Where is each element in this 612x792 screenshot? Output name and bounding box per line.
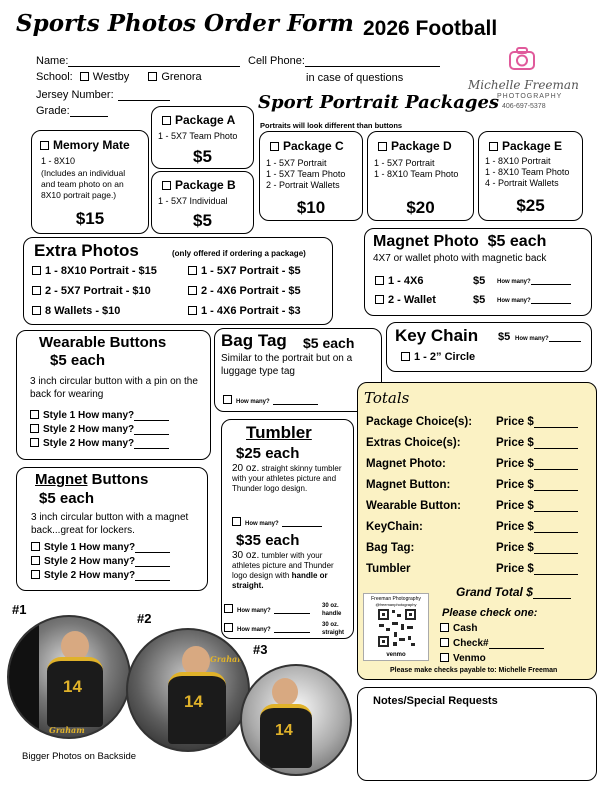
wearable-buttons-box [16, 330, 211, 460]
totals-row[interactable] [366, 521, 591, 533]
totals-row[interactable] [366, 479, 591, 491]
package-d-item: 1 - 5X7 Portrait [374, 158, 435, 168]
package-c-checkbox[interactable] [270, 142, 279, 151]
grade-field[interactable]: Grade: [36, 105, 108, 117]
extra-item[interactable]: 1 - 8X10 Portrait - $15 [32, 265, 157, 277]
sample-label-3: #3 [253, 642, 268, 657]
wearable-style[interactable]: Style 1 How many? [30, 410, 169, 421]
tumbler-how-many[interactable]: How many? [232, 517, 322, 527]
cell-phone-field[interactable]: Cell Phone: [248, 55, 440, 67]
totals-row-price[interactable]: Price $ [496, 437, 578, 449]
magnet-button-style[interactable]: Style 2 How many? [31, 556, 170, 567]
camera-logo-icon [509, 47, 535, 74]
package-e-item: 4 - Portrait Wallets [485, 178, 559, 188]
qr-code-icon [377, 608, 417, 648]
wearable-title: Wearable Buttons [39, 334, 167, 351]
package-d-checkbox[interactable] [378, 142, 387, 151]
totals-row-label: KeyChain: [366, 521, 423, 533]
totals-row[interactable] [366, 563, 591, 575]
sample-name-1: Graham [49, 725, 85, 735]
wearable-price: $5 each [50, 352, 106, 369]
extra-item[interactable]: 2 - 4X6 Portrait - $5 [188, 285, 301, 297]
bigger-photos-note: Bigger Photos on Backside [22, 751, 137, 762]
package-a-item: 1 - 5X7 Team Photo [158, 131, 238, 141]
sample-name-2: Graham [210, 654, 246, 664]
name-field[interactable]: Name: [36, 55, 240, 67]
bag-tag-title: Bag Tag [221, 331, 287, 350]
package-b-item: 1 - 5X7 Individual [158, 196, 228, 206]
package-c-item: 1 - 5X7 Team Photo [266, 169, 346, 179]
magnet-photo-box [364, 228, 592, 316]
magnet-buttons-desc: 3 inch circular button with a magnet back...great for lockers. [31, 512, 189, 536]
key-chain-price: $5 [498, 331, 511, 343]
jersey-number-2: 14 [184, 692, 203, 711]
package-b-box[interactable]: Package B 1 - 5X7 Individual $5 [151, 171, 254, 234]
totals-row-label: Package Choice(s): [366, 416, 473, 428]
extra-photos-note: (only offered if ordering a package) [172, 249, 306, 258]
package-b-price: $5 [193, 211, 212, 230]
tumbler-handle-how-many[interactable]: How many? [224, 604, 310, 614]
venmo-label: venmo [386, 652, 406, 658]
wearable-style[interactable]: Style 2 How many? [30, 438, 169, 449]
package-a-box[interactable]: Package A 1 - 5X7 Team Photo $5 [151, 106, 254, 169]
package-c-price: $10 [296, 198, 326, 217]
package-a-price: $5 [193, 147, 212, 166]
grand-total[interactable]: Grand Total $ [456, 585, 571, 599]
totals-row-price[interactable]: Price $ [496, 479, 578, 491]
magnet-photo-title: Magnet Photo $5 each [373, 233, 547, 250]
bag-tag-price: $5 each [303, 335, 355, 351]
extra-item[interactable]: 1 - 4X6 Portrait - $3 [188, 305, 301, 317]
sample-label-2: #2 [137, 611, 152, 626]
magnet-photo-how-many[interactable]: How many? [497, 298, 571, 304]
payment-venmo[interactable]: Venmo [440, 653, 486, 664]
in-case-note: in case of questions [306, 72, 404, 84]
package-e-box[interactable]: Package E 1 - 8X10 Portrait 1 - 8X10 Team Photo 4 - Portrait Wallets $25 [478, 131, 583, 221]
magnet-buttons-box [16, 467, 208, 591]
tumbler-box [221, 419, 354, 639]
extra-item[interactable]: 1 - 5X7 Portrait - $5 [188, 265, 301, 277]
package-c-item: 1 - 5X7 Portrait [266, 158, 327, 168]
tumbler-option-handle: 30 oz. handle [322, 603, 342, 617]
totals-row-label: Bag Tag: [366, 542, 415, 554]
tumbler-option-straight: 30 oz. straight [322, 622, 345, 636]
school-field: School: Westby Grenora [36, 71, 202, 83]
tumbler-desc2: 30 oz. tumbler with your athletes picture and Thunder logo design with handle or straight. [232, 550, 334, 590]
school-grenora-checkbox[interactable] [148, 72, 157, 81]
magnet-photo-price: $5 [473, 294, 486, 306]
totals-row[interactable] [366, 416, 591, 428]
package-e-item: 1 - 8X10 Team Photo [485, 167, 570, 177]
totals-row-price[interactable]: Price $ [496, 521, 578, 533]
notes-box[interactable] [357, 687, 597, 781]
jersey-number-field[interactable]: Jersey Number: [36, 89, 170, 101]
payment-cash[interactable]: Cash [440, 623, 477, 634]
wearable-style[interactable]: Style 2 How many? [30, 424, 169, 435]
totals-row-price[interactable]: Price $ [496, 458, 578, 470]
package-e-checkbox[interactable] [489, 142, 498, 151]
totals-row-price[interactable]: Price $ [496, 542, 578, 554]
magnet-button-style[interactable]: Style 2 How many? [31, 570, 170, 581]
tumbler-title: Tumbler [246, 423, 312, 442]
magnet-photo-item[interactable]: 2 - Wallet [375, 294, 436, 306]
venmo-qr-card [363, 593, 429, 661]
extra-photos-title: Extra Photos [34, 241, 139, 260]
magnet-photo-desc: 4X7 or wallet photo with magnetic back [373, 253, 547, 264]
key-chain-box [386, 322, 592, 372]
key-chain-title: Key Chain [395, 326, 479, 345]
memory-mate-price: $15 [75, 209, 105, 228]
sample-photo-2 [126, 628, 250, 752]
jersey-number-1: 14 [63, 677, 82, 696]
totals-row[interactable] [366, 500, 591, 512]
package-c-box[interactable]: Package C 1 - 5X7 Portrait 1 - 5X7 Team Photo 2 - Portrait Wallets $10 [259, 131, 363, 221]
totals-row-label: Tumbler [366, 563, 411, 575]
magnet-photo-item[interactable]: 1 - 4X6 [375, 275, 423, 287]
wearable-desc: 3 inch circular button with a pin on the back for wearing [30, 376, 198, 400]
notes-title: Notes/Special Requests [373, 695, 498, 707]
totals-title: Totals [364, 389, 410, 407]
form-title: Sports Photos Order Form [16, 10, 354, 37]
package-b-checkbox[interactable] [162, 181, 171, 190]
package-d-box[interactable]: Package D 1 - 5X7 Portrait 1 - 8X10 Team Photo $20 [367, 131, 474, 221]
memory-mate-box[interactable]: Memory Mate 1 - 8X10 (Includes an individual and team photo on an 8X10 portrait page.) $15 [31, 130, 149, 234]
package-d-price: $20 [406, 198, 435, 217]
totals-row[interactable] [366, 458, 591, 470]
bag-tag-desc: Similar to the portrait but on a luggage type tag [221, 353, 353, 377]
magnet-photo-how-many[interactable]: How many? [497, 279, 571, 285]
totals-box [357, 382, 597, 680]
extra-photos-box [23, 237, 333, 325]
tumbler-price1: $25 each [236, 445, 300, 462]
package-d-item: 1 - 8X10 Team Photo [374, 169, 459, 179]
checks-payable-note: Please make checks payable to: Michelle Freeman [390, 667, 558, 674]
venmo-name: Freeman Photography [371, 596, 421, 602]
totals-row[interactable] [366, 542, 591, 554]
packages-note: Portraits will look different than buttons [260, 121, 403, 130]
key-chain-item[interactable]: 1 - 2” Circle [401, 351, 475, 363]
venmo-handle: @freemanphotography [375, 602, 417, 607]
totals-row-label: Wearable Button: [366, 500, 461, 512]
magnet-button-style[interactable]: Style 1 How many? [31, 542, 170, 553]
totals-row-price[interactable]: Price $ [496, 416, 578, 428]
totals-row-price[interactable]: Price $ [496, 500, 578, 512]
payment-check-one: Please check one: [442, 607, 538, 619]
magnet-buttons-title: Magnet Buttons [35, 471, 149, 488]
totals-row-label: Extras Choice(s): [366, 437, 461, 449]
totals-row-label: Magnet Button: [366, 479, 451, 491]
tumbler-desc1: 20 oz. straight skinny tumbler with your athletes picture and Thunder logo design. [232, 463, 342, 493]
sample-photo-3 [240, 664, 352, 776]
memory-mate-line1: 1 - 8X10 [41, 156, 76, 166]
totals-row-label: Magnet Photo: [366, 458, 446, 470]
payment-check[interactable]: Check# [440, 638, 544, 649]
key-chain-how-many[interactable]: How many? [515, 336, 581, 342]
memory-mate-checkbox[interactable] [40, 141, 49, 150]
sample-label-1: #1 [12, 602, 27, 617]
bag-tag-how-many[interactable]: How many? [223, 395, 318, 405]
school-westby-checkbox[interactable] [80, 72, 89, 81]
jersey-number-3: 14 [275, 722, 293, 739]
package-a-checkbox[interactable] [162, 116, 171, 125]
package-c-item: 2 - Portrait Wallets [266, 180, 340, 190]
extra-item[interactable]: 2 - 5X7 Portrait - $10 [32, 285, 151, 297]
logo-phone: 406-697-5378 [502, 103, 546, 110]
totals-row-price[interactable]: Price $ [496, 563, 578, 575]
sample-photo-1 [7, 615, 131, 739]
logo-name: Michelle Freeman [468, 78, 579, 92]
magnet-photo-price: $5 [473, 275, 486, 287]
event-title: 2026 Football [363, 17, 498, 40]
tumbler-straight-how-many[interactable]: How many? [224, 623, 310, 633]
tumbler-price2: $35 each [236, 532, 300, 549]
magnet-buttons-price: $5 each [39, 490, 95, 507]
extra-item[interactable]: 8 Wallets - $10 [32, 305, 120, 317]
package-e-item: 1 - 8X10 Portrait [485, 156, 551, 166]
packages-heading: Sport Portrait Packages [258, 92, 500, 113]
totals-row[interactable] [366, 437, 591, 449]
logo-sub: PHOTOGRAPHY [497, 93, 563, 100]
memory-mate-line2: (Includes an individual and team photo on an 8X10 portrait page.) [41, 168, 126, 200]
package-e-price: $25 [516, 196, 545, 215]
